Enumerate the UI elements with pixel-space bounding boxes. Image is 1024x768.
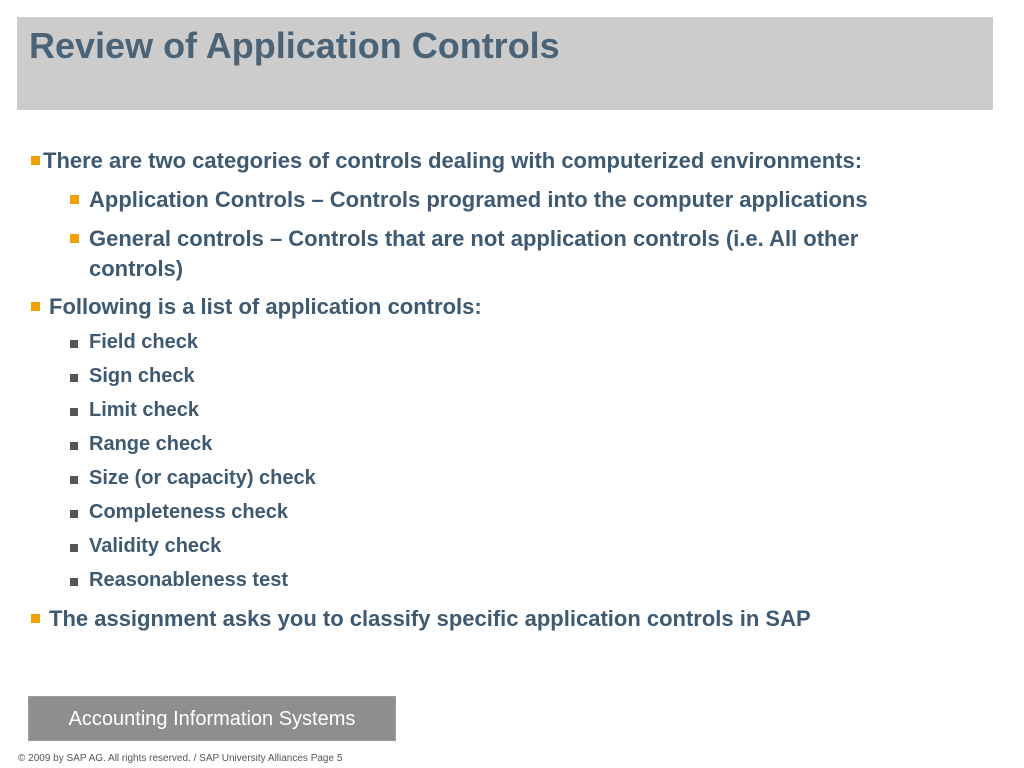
bullet-square-icon [70, 408, 78, 416]
bullet-text: General controls – Controls that are not application controls (i.e. All other [89, 226, 859, 251]
list-item: Sign check [89, 365, 195, 387]
bullet-square-icon [70, 476, 78, 484]
list-item: Completeness check [89, 501, 288, 523]
bullet-square-icon [70, 340, 78, 348]
bullet-square-icon [70, 544, 78, 552]
bullet-square-icon [70, 510, 78, 518]
list-item: Field check [89, 331, 198, 353]
list-item: Size (or capacity) check [89, 467, 316, 489]
bullet-square-icon [70, 234, 79, 243]
bullet-square-icon [70, 374, 78, 382]
bullet-square-icon [70, 442, 78, 450]
footer-course-text: Accounting Information Systems [68, 708, 356, 730]
list-item: Reasonableness test [89, 569, 288, 591]
bullet-square-icon [31, 302, 40, 311]
bullet-text: controls) [89, 256, 184, 281]
list-item: Range check [89, 433, 213, 455]
bullet-text: There are two categories of controls dealing with computerized environments: [43, 148, 863, 173]
bullet-text: Application Controls – Controls programed into the computer applications [89, 187, 868, 212]
copyright-notice: © 2009 by SAP AG. All rights reserved. / SAP University Alliances Page 5 [18, 753, 343, 764]
footer-course-label [28, 696, 396, 741]
list-item: Validity check [89, 535, 222, 557]
bullet-text: Following is a list of application controls: [49, 294, 482, 319]
bullet-square-icon [70, 195, 79, 204]
list-item: Limit check [89, 399, 200, 421]
bullet-text: The assignment asks you to classify specific application controls in SAP [49, 606, 811, 631]
bullet-square-icon [31, 156, 40, 165]
page-title: Review of Application Controls [29, 25, 560, 66]
bullet-square-icon [31, 614, 40, 623]
bullet-square-icon [70, 578, 78, 586]
